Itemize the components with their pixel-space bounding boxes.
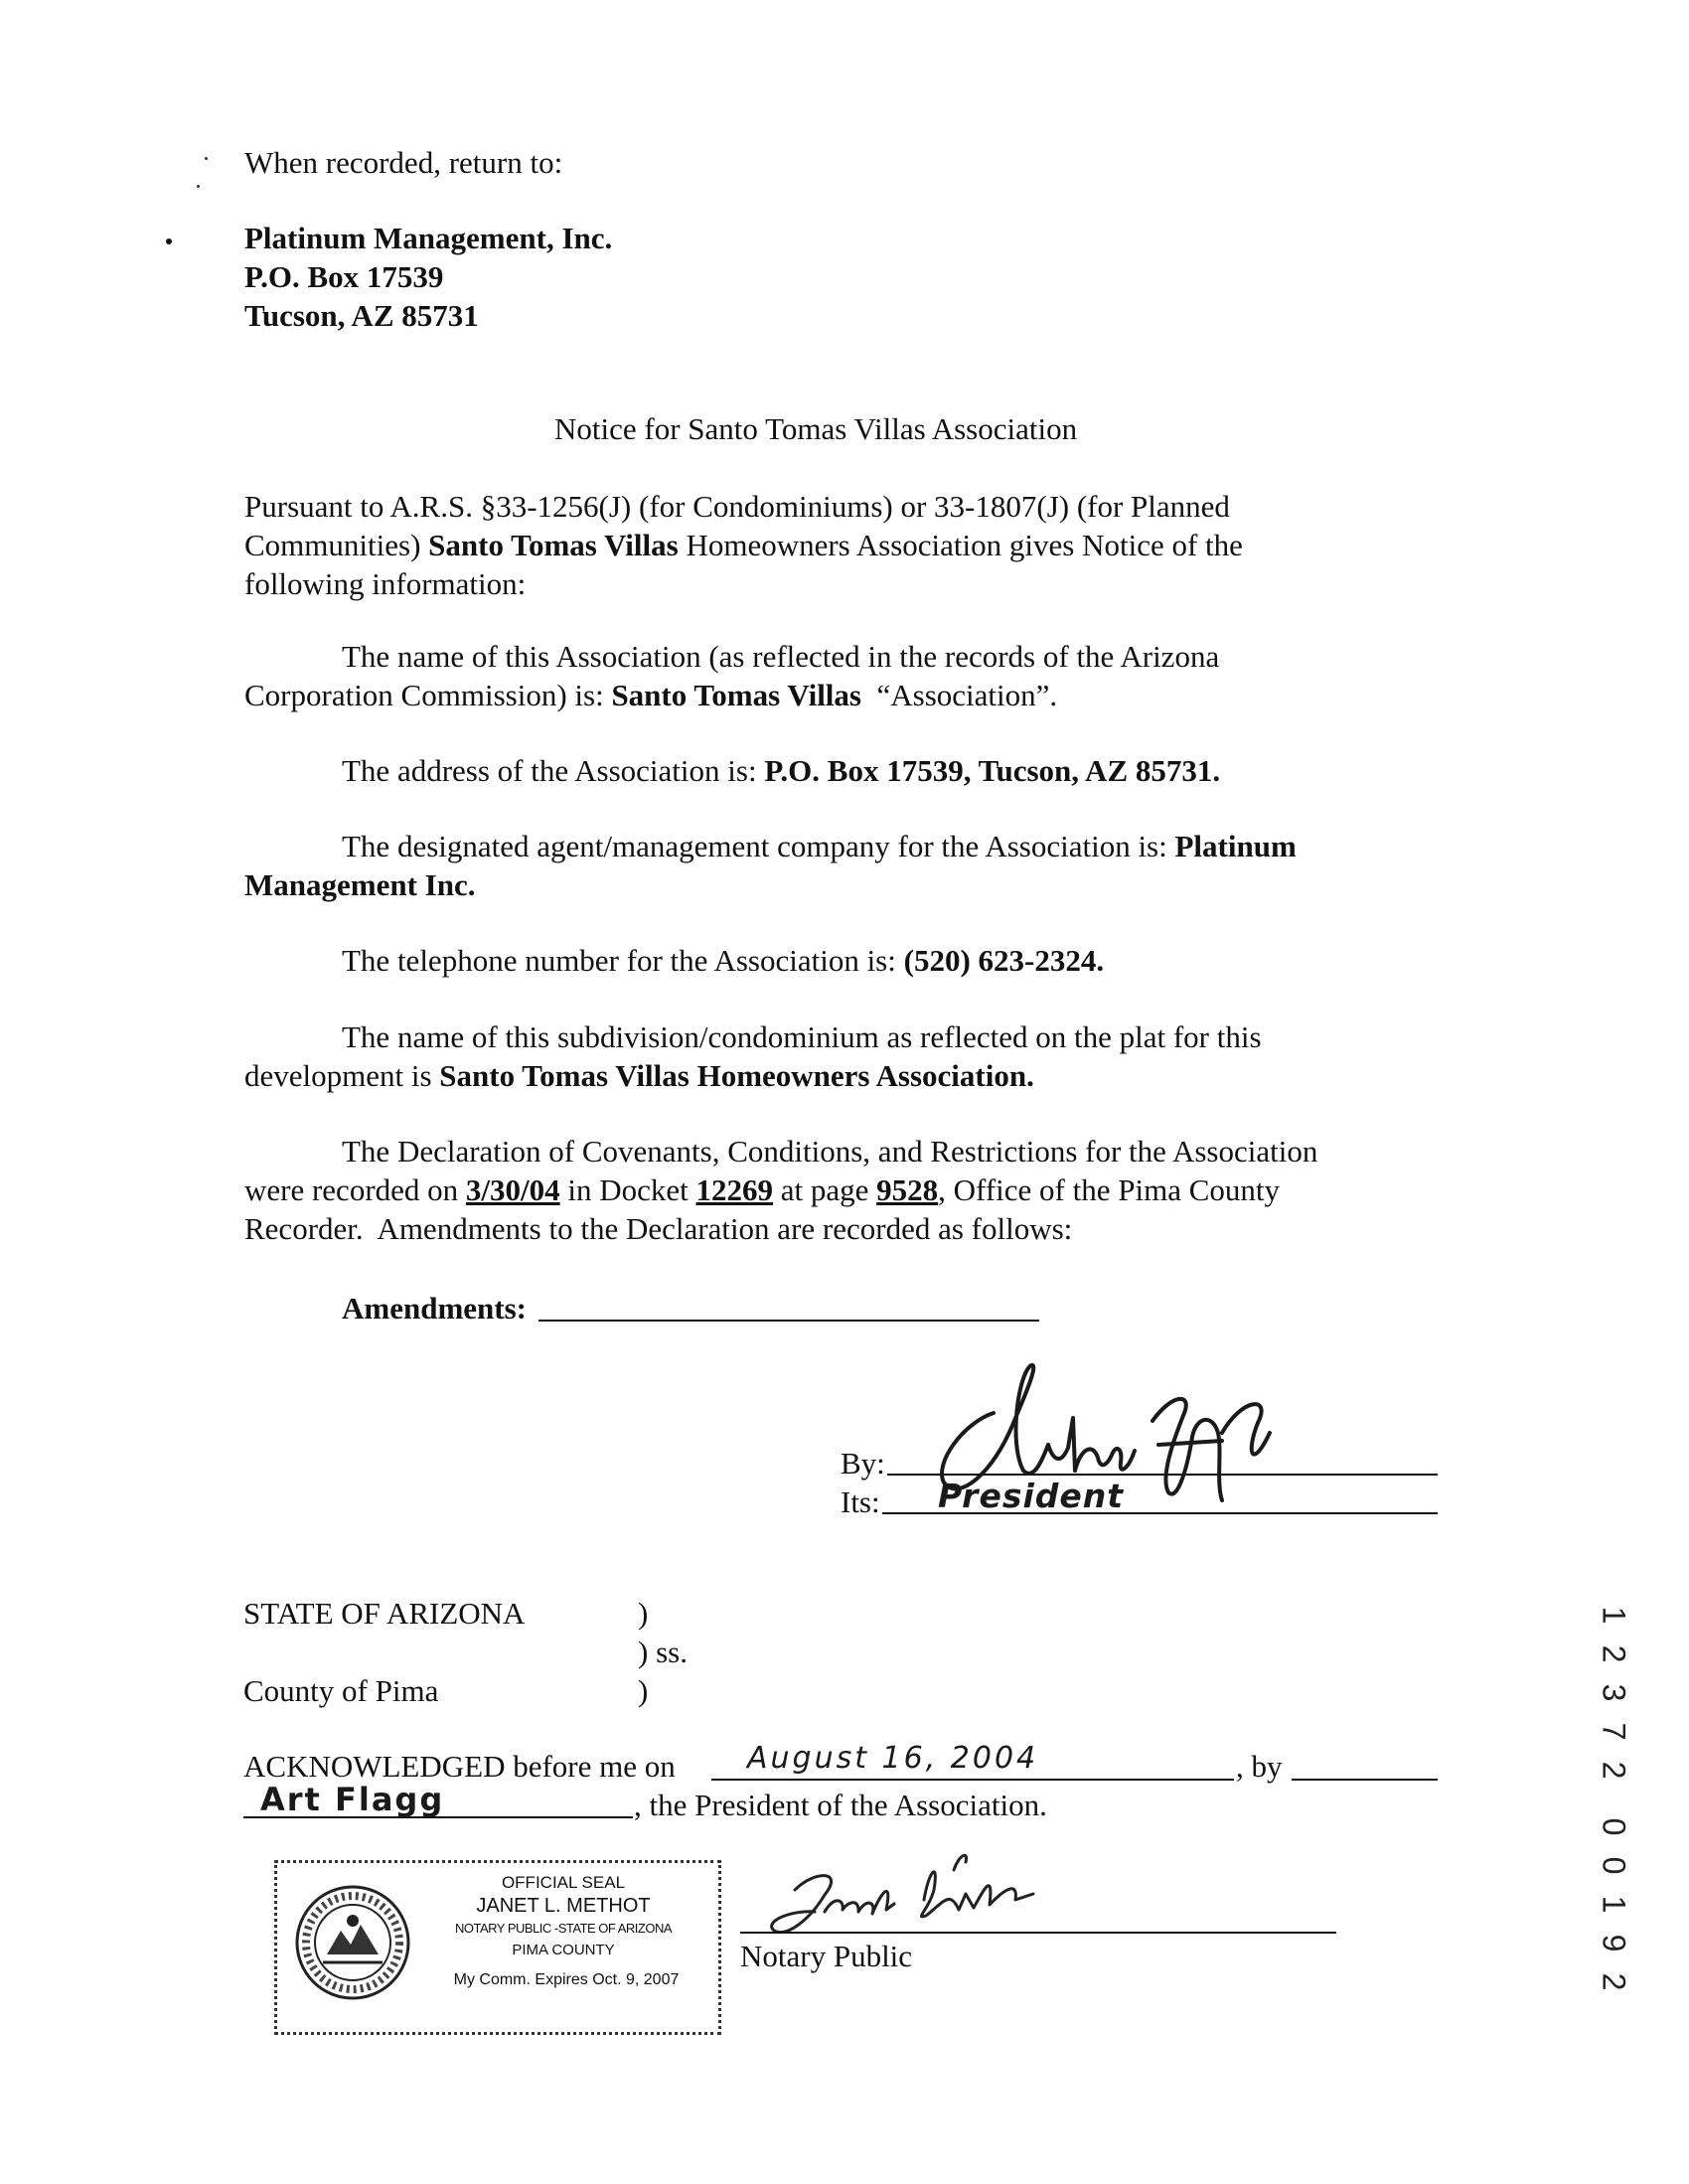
venue-state: STATE OF ARIZONA (243, 1596, 526, 1631)
venue-county: County of Pima (243, 1673, 439, 1708)
margin-bullet (166, 238, 172, 244)
declaration-text: at page (773, 1172, 877, 1207)
seal-line-3: NOTARY PUBLIC -STATE OF ARIZONA (454, 1921, 673, 1936)
seal-line-1: OFFICIAL SEAL (501, 1873, 626, 1892)
agent-text: The designated agent/management company for the Association is: (342, 829, 1175, 863)
return-to-city: Tucson, AZ 85731 (244, 298, 479, 333)
venue-paren-3: ) (638, 1673, 649, 1708)
declaration-text: , Office of the Pima County (938, 1172, 1280, 1207)
declaration-text: were recorded on (244, 1172, 466, 1207)
intro-text: Homeowners Association gives Notice of the (678, 528, 1243, 562)
intro-paragraph (244, 487, 1457, 603)
declaration-text: in Docket (559, 1172, 696, 1207)
declaration-line-2 (244, 1170, 1476, 1209)
seal-commission-expiry: My Comm. Expires Oct. 9, 2007 (453, 1971, 680, 1988)
subdivision-text: development is (244, 1058, 440, 1093)
declaration-line-1: The Declaration of Covenants, Conditions, and Restrictions for the Association (342, 1134, 1318, 1169)
agent-line-1 (244, 827, 1457, 865)
intro-line-3: following information: (244, 566, 527, 601)
ack-rest-text: , the President of the Association. (634, 1788, 1047, 1822)
subdivision-line-1: The name of this subdivision/condominium as reflected on the plat for this (342, 1019, 1262, 1054)
its-label: Its: (841, 1484, 880, 1519)
association-alias: “Association”. (860, 678, 1058, 712)
agent-paragraph (244, 827, 1457, 904)
name-line-2 (244, 676, 1457, 714)
association-address: P.O. Box 17539, Tucson, AZ 85731. (764, 753, 1221, 788)
document-title: Notice for Santo Tomas Villas Association (554, 411, 1078, 446)
association-legal-name: Santo Tomas Villas (611, 678, 861, 712)
seal-line-4: PIMA COUNTY (512, 1942, 615, 1958)
margin-dot (197, 185, 200, 188)
name-text: Corporation Commission) is: (244, 678, 612, 712)
declaration-paragraph (244, 1132, 1476, 1248)
association-phone: (520) 623-2324. (903, 943, 1105, 978)
agent-name-part-1: Platinum (1174, 829, 1297, 863)
name-line-1: The name of this Association (as reflected in the records of the Arizona (342, 639, 1220, 674)
seal-notary-name: JANET L. METHOT (476, 1895, 651, 1917)
return-to-box: P.O. Box 17539 (244, 259, 444, 294)
acknowledged-text: ACKNOWLEDGED before me on (243, 1749, 676, 1784)
ack-name-handwritten: Art Flagg (260, 1781, 445, 1818)
venue-paren-1: ) (638, 1596, 649, 1631)
subdivision-name: Santo Tomas Villas Homeowners Association. (439, 1058, 1034, 1093)
intro-line-2 (244, 526, 1457, 564)
margin-dot (205, 157, 208, 160)
ack-date-line (711, 1779, 1234, 1781)
notary-seal-stamp (274, 1860, 721, 2035)
amendments-label: Amendments: (342, 1291, 527, 1326)
recording-number: 1 2 3 7 2 0 0 1 9 2 (1596, 1606, 1632, 1991)
venue-ss: ) ss. (638, 1635, 688, 1669)
name-paragraph (244, 637, 1457, 714)
docket-number: 12269 (695, 1172, 774, 1207)
phone-paragraph (342, 941, 1104, 980)
page-number: 9528 (876, 1172, 939, 1207)
notary-signature-line (740, 1932, 1336, 1934)
association-name: Santo Tomas Villas (428, 528, 679, 562)
address-text: The address of the Association is: (342, 753, 765, 788)
intro-line-1: Pursuant to A.R.S. §33-1256(J) (for Condominiums) or 33-1807(J) (for Planned (244, 489, 1230, 524)
by-label: By: (841, 1446, 885, 1481)
address-paragraph (342, 751, 1220, 790)
amendments-blank-line (538, 1320, 1039, 1322)
return-to-name: Platinum Management, Inc. (244, 221, 613, 255)
phone-text: The telephone number for the Association is: (342, 943, 904, 978)
recording-date: 3/30/04 (465, 1172, 560, 1207)
subdivision-paragraph (244, 1017, 1457, 1095)
state-seal-emblem (293, 1883, 412, 2002)
agent-name-part-2: Management Inc. (244, 867, 476, 902)
notary-public-label: Notary Public (740, 1939, 913, 1973)
return-to-label: When recorded, return to: (244, 145, 563, 180)
ack-by-line (1292, 1779, 1438, 1781)
ack-by-label: , by (1236, 1749, 1283, 1784)
its-handwritten-title: President (938, 1477, 1125, 1515)
intro-text: Communities) (244, 528, 429, 562)
declaration-line-3: Recorder. Amendments to the Declaration are recorded as follows: (244, 1211, 1073, 1246)
ack-date-handwritten: August 16, 2004 (747, 1741, 1039, 1776)
subdivision-line-2 (244, 1056, 1457, 1095)
